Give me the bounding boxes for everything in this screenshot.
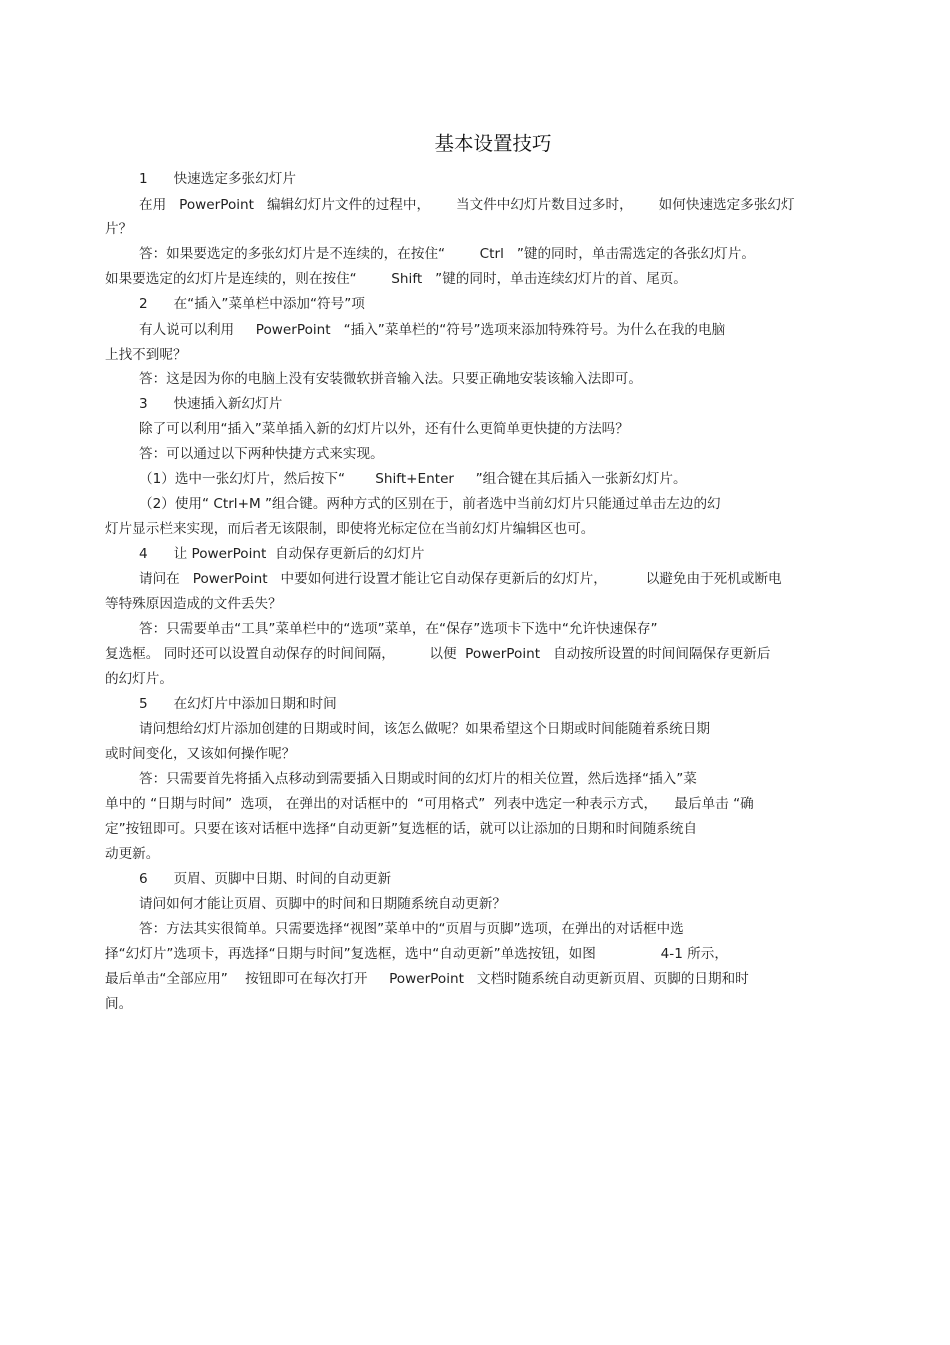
paragraph-line: 如果要选定的幻灯片是连续的，则在按住“ Shift ”键的同时，单击连续幻灯片的首、尾页。 [105, 271, 687, 287]
section-heading-5: 5 在幻灯片中添加日期和时间 [139, 696, 337, 712]
document-title: 基本设置技巧 [434, 132, 552, 155]
paragraph-line: 动更新。 [105, 846, 160, 862]
paragraph-line: （2）使用“ Ctrl+M ”组合键。两种方式的区别在于，前者选中当前幻灯片只能通过单击左边的幻 [139, 496, 721, 512]
section-heading-2: 2 在“插入”菜单栏中添加“符号”项 [139, 296, 365, 312]
paragraph-line: 的幻灯片。 [105, 671, 173, 687]
paragraph-line: 除了可以利用“插入”菜单插入新的幻灯片以外，还有什么更简单更快捷的方法吗？ [139, 421, 629, 437]
paragraph-line: 答：只需要首先将插入点移动到需要插入日期或时间的幻灯片的相关位置，然后选择“插入”菜 [139, 771, 697, 787]
section-heading-6: 6 页眉、页脚中日期、时间的自动更新 [139, 871, 392, 887]
paragraph-line: 或时间变化，又该如何操作呢？ [105, 746, 296, 762]
paragraph-line: 在用 PowerPoint 编辑幻灯片文件的过程中， 当文件中幻灯片数目过多时， 如何快速选定多张幻灯 [139, 197, 795, 213]
paragraph-line: 答：如果要选定的多张幻灯片是不连续的，在按住“ Ctrl ”键的同时，单击需选定的各张幻灯片。 [139, 246, 755, 262]
paragraph-line: 请问在 PowerPoint 中要如何进行设置才能让它自动保存更新后的幻灯片， 以避免由于死机或断电 [139, 571, 782, 587]
paragraph-line: 答：这是因为你的电脑上没有安装微软拼音输入法。只要正确地安装该输入法即可。 [139, 371, 642, 387]
section-heading-3: 3 快速插入新幻灯片 [139, 396, 283, 412]
paragraph-line: 复选框。 同时还可以设置自动保存的时间间隔， 以便 PowerPoint 自动按所设置的时间间隔保存更新后 [105, 646, 771, 662]
section-heading-1: 1 快速选定多张幻灯片 [139, 171, 296, 187]
paragraph-line: 答：只需要单击“工具”菜单栏中的“选项”菜单，在“保存”选项卡下选中“允许快速保存” [139, 621, 658, 637]
paragraph-line: 请问如何才能让页眉、页脚中的时间和日期随系统自动更新？ [139, 896, 507, 912]
paragraph-line: 定”按钮即可。只要在该对话框中选择“自动更新”复选框的话，就可以让添加的日期和时间随系统自 [105, 821, 698, 837]
paragraph-line: 上找不到呢？ [105, 347, 187, 363]
paragraph-line: 最后单击“全部应用” 按钮即可在每次打开 PowerPoint 文档时随系统自动更新页眉、页脚的日期和时 [105, 971, 749, 987]
paragraph-line: 单中的 “日期与时间” 选项， 在弹出的对话框中的 “可用格式” 列表中选定一种表示方式， 最后单击 “确 [105, 796, 754, 812]
paragraph-line: 答：可以通过以下两种快捷方式来实现。 [139, 446, 384, 462]
paragraph-line: 间。 [105, 996, 133, 1012]
paragraph-line: 片？ [105, 221, 133, 237]
paragraph-line: 请问想给幻灯片添加创建的日期或时间，该怎么做呢？如果希望这个日期或时间能随着系统日期 [139, 721, 710, 737]
paragraph-line: 灯片显示栏来实现，而后者无该限制，即使将光标定位在当前幻灯片编辑区也可。 [105, 521, 595, 537]
paragraph-line: 答：方法其实很简单。只需要选择“视图”菜单中的“页眉与页脚”选项，在弹出的对话框中选 [139, 921, 684, 937]
paragraph-line: 有人说可以利用 PowerPoint “插入”菜单栏的“符号”选项来添加特殊符号。为什么在我的电脑 [139, 322, 726, 338]
section-heading-4: 4 让 PowerPoint 自动保存更新后的幻灯片 [139, 546, 425, 562]
paragraph-line: 等特殊原因造成的文件丢失？ [105, 596, 282, 612]
paragraph-line: 择“幻灯片”选项卡，再选择“日期与时间”复选框，选中“自动更新”单选按钮，如图 4-1 所示， [105, 946, 728, 962]
paragraph-line: （1）选中一张幻灯片，然后按下“ Shift+Enter ”组合键在其后插入一张新幻灯片。 [139, 471, 687, 487]
